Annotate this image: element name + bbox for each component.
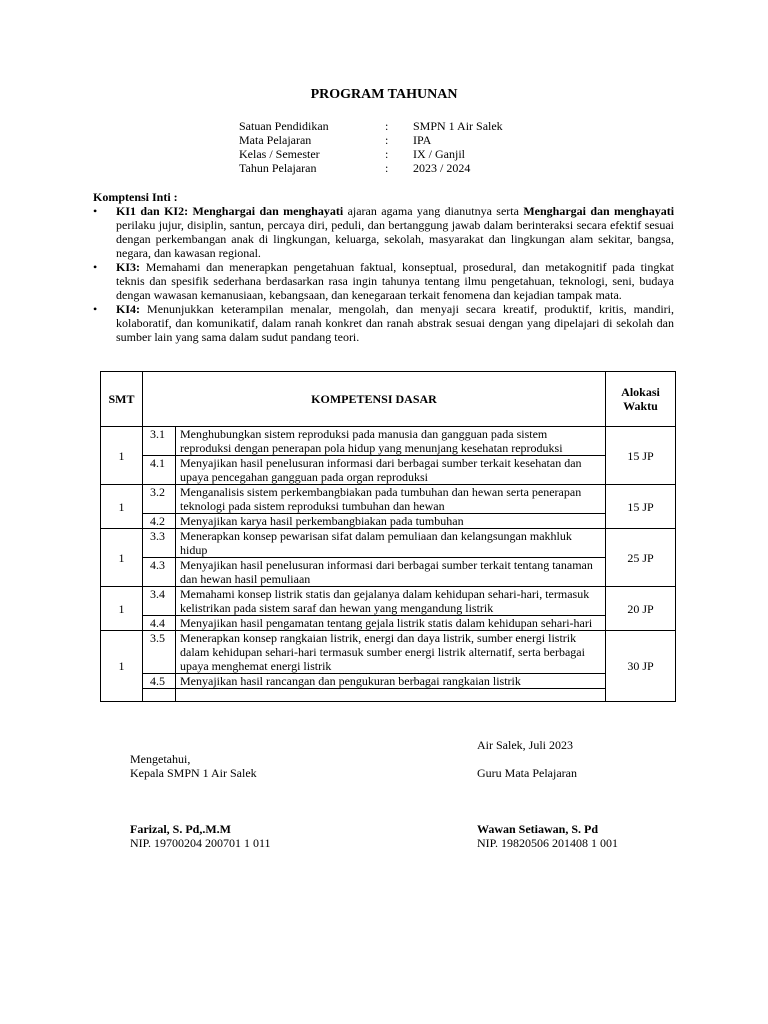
table-header-row bbox=[101, 372, 676, 427]
kd-number: 4.4 bbox=[143, 616, 176, 631]
identity-label: Satuan Pendidikan bbox=[239, 119, 329, 133]
identity-value: IPA bbox=[413, 133, 432, 147]
identity-row bbox=[239, 161, 503, 175]
identity-label: Tahun Pelajaran bbox=[239, 161, 317, 175]
ki-item bbox=[93, 302, 674, 344]
smt-cell: 1 bbox=[101, 427, 143, 485]
kd-number: 3.2 bbox=[143, 485, 176, 514]
teacher-nip: NIP. 19820506 201408 1 001 bbox=[477, 836, 619, 850]
kd-number: 3.4 bbox=[143, 587, 176, 616]
ki-heading: Komptensi Inti : bbox=[93, 190, 178, 204]
kd-text: Menganalisis sistem perkembangbiakan pada tumbuhan dan hewan serta penerapan teknologi pada sistem reproduksi tumbuhan dan hewan bbox=[176, 485, 606, 514]
page-title: PROGRAM TAHUNAN bbox=[310, 87, 458, 102]
ki-emphasis: Menghargai dan menghayati bbox=[192, 204, 344, 218]
kd-text: Menyajikan hasil pengamatan tentang gejala listrik statis dalam kehidupan sehari-hari bbox=[176, 616, 606, 631]
principal-title: Kepala SMPN 1 Air Salek bbox=[130, 766, 257, 780]
table-row bbox=[101, 427, 676, 456]
kd-text: Memahami konsep listrik statis dan gejalanya dalam kehidupan sehari-hari, termasuk kelistrikan pada sistem saraf dan hewan yang mengandung listrik bbox=[176, 587, 606, 616]
ki-emphasis: Menghargai dan menghayati bbox=[523, 204, 675, 218]
header-kompetensi-dasar: KOMPETENSI DASAR bbox=[143, 372, 606, 427]
principal-nip: NIP. 19700204 200701 1 011 bbox=[130, 836, 271, 850]
jp-cell: 20 JP bbox=[606, 587, 676, 631]
identity-value: 2023 / 2024 bbox=[413, 161, 471, 175]
empty-cell bbox=[176, 689, 606, 702]
jp-cell: 25 JP bbox=[606, 529, 676, 587]
kd-number: 4.5 bbox=[143, 674, 176, 689]
identity-separator: : bbox=[385, 119, 389, 133]
smt-cell: 1 bbox=[101, 631, 143, 702]
ki-lead: KI3: bbox=[116, 260, 140, 274]
ki-text: Menunjukkan keterampilan menalar, mengolah, dan menyaji secara kreatif, produktif, kritis, mandiri, kolaboratif, dan komunikatif, dalam ranah konkret dan ranah abstrak sesuai dengan yang dipelajari di sekolah dan sumber lain yang sama dalam sudut pandang teori. bbox=[116, 302, 674, 344]
kd-text: Menyajikan karya hasil perkembangbiakan pada tumbuhan bbox=[176, 514, 606, 529]
kd-text: Menghubungkan sistem reproduksi pada manusia dan gangguan pada sistem reproduksi dengan penerapan pola hidup yang menunjang kesehatan reproduksi bbox=[176, 427, 606, 456]
jp-cell: 15 JP bbox=[606, 485, 676, 529]
kd-number: 4.2 bbox=[143, 514, 176, 529]
acknowledge-label: Mengetahui, bbox=[130, 752, 191, 766]
kd-number: 3.1 bbox=[143, 427, 176, 456]
table-row bbox=[101, 514, 676, 529]
table-row-empty bbox=[101, 689, 676, 702]
ki-item bbox=[93, 204, 674, 260]
place-date: Air Salek, Juli 2023 bbox=[477, 738, 573, 752]
kd-text: Menyajikan hasil penelusuran informasi dari berbagai sumber terkait kesehatan dan upaya pencegahan gangguan pada organ reproduksi bbox=[176, 456, 606, 485]
kd-text: Menyajikan hasil rancangan dan pengukuran berbagai rangkaian listrik bbox=[176, 674, 606, 689]
kd-number: 4.3 bbox=[143, 558, 176, 587]
kd-text: Menyajikan hasil penelusuran informasi dari berbagai sumber terkait tentang tanaman dan hewan hasil pemuliaan bbox=[176, 558, 606, 587]
identity-label: Mata Pelajaran bbox=[239, 133, 312, 147]
identity-row bbox=[239, 119, 503, 133]
kompetensi-dasar-table bbox=[100, 371, 676, 702]
header-smt: SMT bbox=[101, 372, 143, 427]
kd-number: 3.5 bbox=[143, 631, 176, 674]
identity-row bbox=[239, 133, 503, 147]
kd-text: Menerapkan konsep rangkaian listrik, energi dan daya listrik, sumber energi listrik dalam kehidupan sehari-hari termasuk sumber energi listrik alternatif, serta berbagai upaya menghemat energi listrik bbox=[176, 631, 606, 674]
ki-text: perilaku jujur, disiplin, santun, percaya diri, peduli, dan bertanggung jawab dalam berinteraksi secara efektif sesuai dengan perkembangan anak di lingkungan, keluarga, sekolah, masyarakat dan lingkungan alam sekitar, bangsa, negara, dan kawasan regional. bbox=[116, 218, 674, 260]
identity-separator: : bbox=[385, 147, 389, 161]
ki-item bbox=[93, 260, 674, 302]
table-row bbox=[101, 485, 676, 514]
kd-text: Menerapkan konsep pewarisan sifat dalam pemuliaan dan kelangsungan makhluk hidup bbox=[176, 529, 606, 558]
identity-separator: : bbox=[385, 133, 389, 147]
table-row bbox=[101, 456, 676, 485]
smt-cell: 1 bbox=[101, 529, 143, 587]
teacher-title: Guru Mata Pelajaran bbox=[477, 766, 577, 780]
table-row bbox=[101, 631, 676, 674]
identity-label: Kelas / Semester bbox=[239, 147, 320, 161]
empty-cell bbox=[143, 689, 176, 702]
smt-cell: 1 bbox=[101, 587, 143, 631]
kd-number: 4.1 bbox=[143, 456, 176, 485]
ki-text: Memahami dan menerapkan pengetahuan faktual, konseptual, prosedural, dan metakognitif pada tingkat teknis dan spesifik sederhana berdasarkan rasa ingin tahunya tentang ilmu pengetahuan, teknologi, seni, budaya dengan wawasan kemanusiaan, kebangsaan, dan kenegaraan terkait fenomena dan kejadian tampak mata. bbox=[116, 260, 674, 302]
jp-cell: 15 JP bbox=[606, 427, 676, 485]
ki-lead: KI1 dan KI2: bbox=[116, 204, 189, 218]
smt-cell: 1 bbox=[101, 485, 143, 529]
header-alokasi-waktu: Alokasi Waktu bbox=[606, 372, 676, 427]
principal-name: Farizal, S. Pd,.M.M bbox=[130, 822, 231, 836]
ki-text: ajaran agama yang dianutnya serta bbox=[347, 204, 519, 218]
identity-separator: : bbox=[385, 161, 389, 175]
table-row bbox=[101, 616, 676, 631]
teacher-name: Wawan Setiawan, S. Pd bbox=[477, 822, 599, 836]
table-row bbox=[101, 587, 676, 616]
identity-value: SMPN 1 Air Salek bbox=[413, 119, 503, 133]
kd-number: 3.3 bbox=[143, 529, 176, 558]
right-signatory bbox=[477, 822, 618, 850]
ki-lead: KI4: bbox=[116, 302, 140, 316]
table-row bbox=[101, 674, 676, 689]
table-row bbox=[101, 529, 676, 558]
identity-value: IX / Ganjil bbox=[413, 147, 465, 161]
jp-cell: 30 JP bbox=[606, 631, 676, 702]
identity-table bbox=[239, 119, 503, 175]
ki-list bbox=[93, 204, 674, 344]
left-signature-block bbox=[130, 752, 257, 780]
identity-row bbox=[239, 147, 503, 161]
table-row bbox=[101, 558, 676, 587]
left-signatory bbox=[130, 822, 271, 850]
